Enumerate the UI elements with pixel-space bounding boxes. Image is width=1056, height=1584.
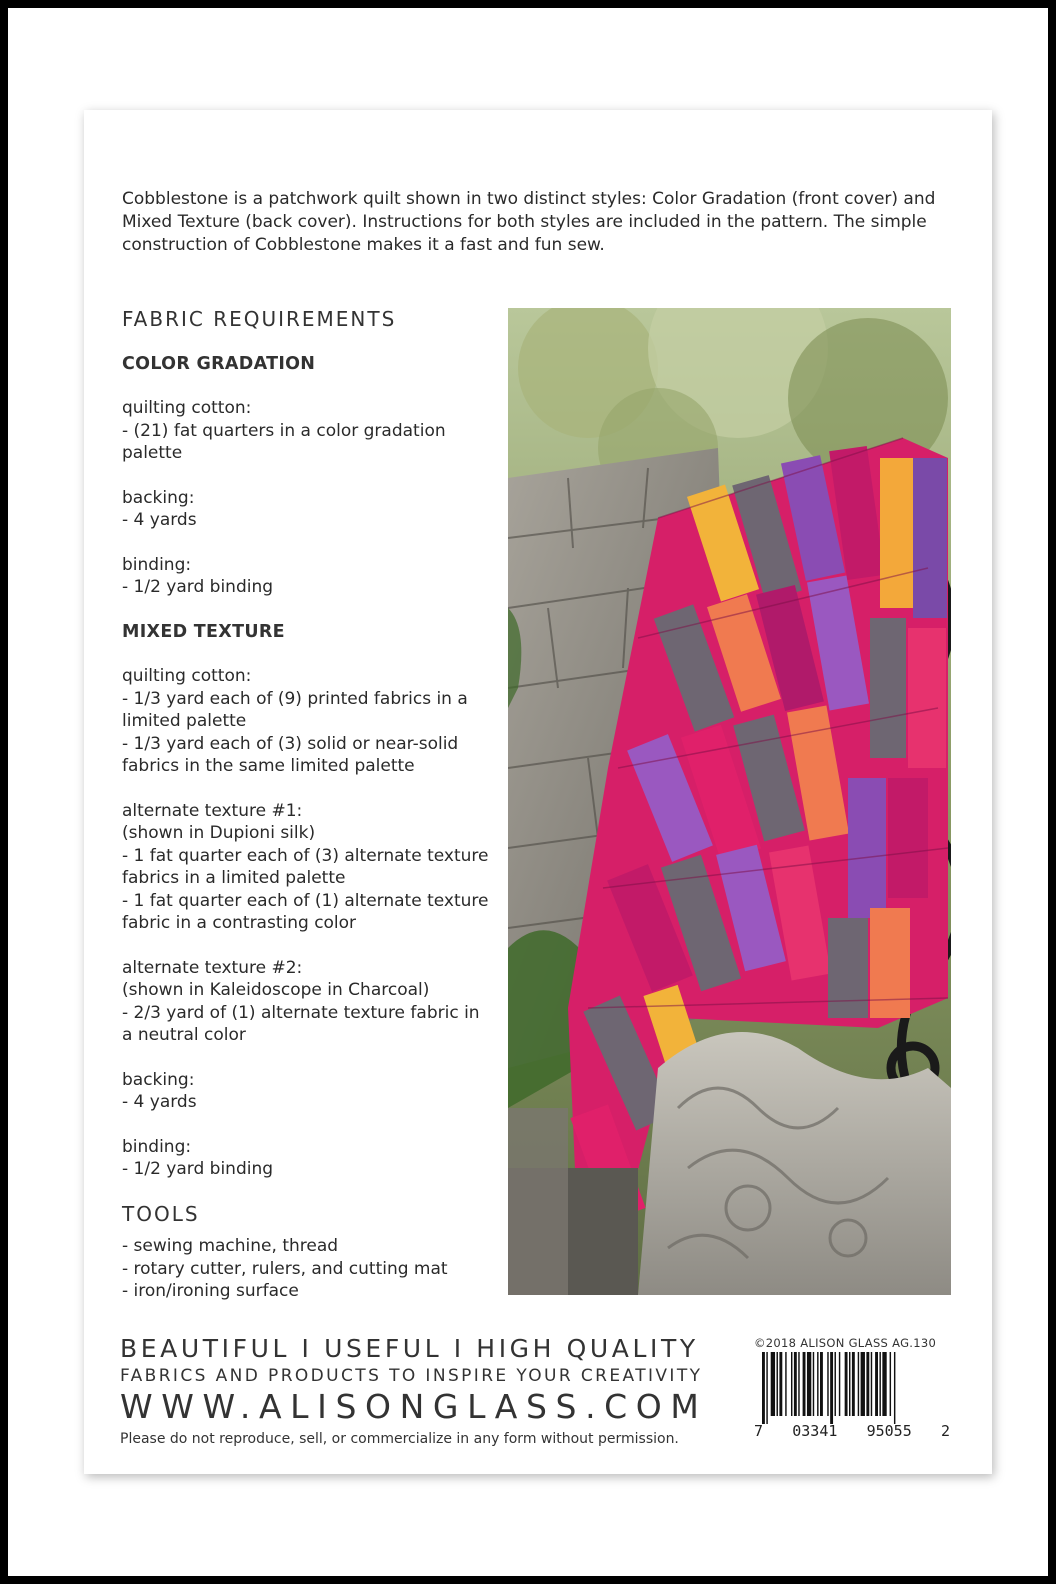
website-url[interactable]: WWW.ALISONGLASS.COM <box>120 1387 708 1426</box>
requirement-item: - 1 fat quarter each of (3) alternate texture fabrics in a limited palette <box>122 845 489 888</box>
barcode-bar <box>779 1352 782 1416</box>
barcode-bar <box>894 1352 895 1424</box>
barcode-bar <box>771 1352 775 1416</box>
requirement-label: binding: <box>122 1136 192 1157</box>
requirement-item: - 1 fat quarter each of (1) alternate texture fabric in a contrasting color <box>122 890 489 933</box>
requirement-group <box>122 554 492 599</box>
requirement-group <box>122 957 492 1047</box>
barcode-bar <box>839 1352 840 1416</box>
footer-branding <box>120 1334 750 1450</box>
barcode-bar <box>794 1352 797 1416</box>
requirement-group <box>122 397 492 465</box>
requirement-item: - 4 yards <box>122 510 197 530</box>
barcode-bar <box>813 1352 814 1416</box>
requirement-group <box>122 487 492 532</box>
barcode-bar <box>852 1352 855 1416</box>
barcode-bar <box>861 1352 865 1416</box>
barcode-bar <box>879 1352 880 1416</box>
requirement-group <box>122 1136 492 1181</box>
requirement-label: alternate texture #1: <box>122 800 303 821</box>
requirement-item: - (21) fat quarters in a color gradation palette <box>122 420 446 463</box>
requirement-group <box>122 800 492 935</box>
barcode-digit-group: 95055 <box>866 1422 912 1440</box>
mixed-texture-list <box>122 665 492 1181</box>
barcode-bar <box>849 1352 850 1416</box>
barcode-digit-group: 03341 <box>792 1422 838 1440</box>
barcode-bar <box>827 1352 828 1416</box>
barcode-bar <box>875 1352 878 1416</box>
requirement-label: binding: <box>122 554 192 575</box>
requirement-item: - 1/2 yard binding <box>122 577 274 597</box>
requirement-item: - 1/3 yard each of (9) printed fabrics in a limited palette <box>122 688 468 731</box>
requirement-item: - 4 yards <box>122 1092 197 1112</box>
requirement-item: (shown in Dupioni silk) <box>122 823 316 843</box>
barcode-digits <box>754 1422 950 1440</box>
quilt-photo <box>508 308 951 1295</box>
mixed-texture-heading: MIXED TEXTURE <box>122 621 285 642</box>
barcode-bar <box>866 1352 869 1416</box>
barcode-bar <box>858 1352 859 1416</box>
requirements-column <box>122 308 492 1303</box>
barcode-bar <box>890 1352 891 1416</box>
barcode <box>754 1352 950 1424</box>
requirement-label: alternate texture #2: <box>122 957 303 978</box>
barcode-bar <box>798 1352 799 1416</box>
tool-item: - rotary cutter, rulers, and cutting mat <box>122 1258 448 1279</box>
requirement-label: backing: <box>122 487 195 508</box>
tools-heading: TOOLS <box>122 1201 200 1226</box>
barcode-bar <box>791 1352 792 1416</box>
brand-tagline: BEAUTIFUL I USEFUL I HIGH QUALITY <box>120 1334 699 1363</box>
page-frame <box>8 8 1048 1576</box>
barcode-bar <box>766 1352 767 1424</box>
barcode-bar <box>830 1352 833 1424</box>
copyright-disclaimer: Please do not reproduce, sell, or commercialize in any form without permission. <box>120 1431 679 1447</box>
tool-item: - sewing machine, thread <box>122 1236 339 1256</box>
barcode-bar <box>777 1352 778 1416</box>
requirement-item: - 1/2 yard binding <box>122 1159 274 1179</box>
requirement-group <box>122 1069 492 1114</box>
requirement-item: (shown in Kaleidoscope in Charcoal) <box>122 980 430 1000</box>
copyright-notice: ©2018 ALISON GLASS AG.130 <box>754 1336 937 1350</box>
barcode-bar <box>785 1352 786 1416</box>
requirement-item: - 1/3 yard each of (3) solid or near-solid fabrics in the same limited palette <box>122 733 459 776</box>
requirement-label: quilting cotton: <box>122 398 252 418</box>
fabric-requirements-heading: FABRIC REQUIREMENTS <box>122 307 397 331</box>
requirement-item: - 2/3 yard of (1) alternate texture fabric in a neutral color <box>122 1002 480 1045</box>
requirement-label: backing: <box>122 1069 195 1090</box>
barcode-bar <box>882 1352 886 1416</box>
tools-list <box>122 1235 492 1303</box>
pattern-back-cover <box>84 110 992 1474</box>
requirement-group <box>122 665 492 778</box>
barcode-bar <box>762 1352 765 1424</box>
barcode-bar <box>807 1352 811 1416</box>
requirement-label: quilting cotton: <box>122 666 252 686</box>
barcode-bar <box>820 1352 823 1416</box>
barcode-bar <box>871 1352 872 1416</box>
barcode-bar <box>845 1352 848 1416</box>
color-gradation-list <box>122 397 492 599</box>
brand-subline: FABRICS AND PRODUCTS TO INSPIRE YOUR CREATIVITY <box>120 1366 703 1386</box>
barcode-bar <box>803 1352 806 1416</box>
barcode-bar <box>817 1352 818 1416</box>
tool-item: - iron/ironing surface <box>122 1281 299 1301</box>
barcode-digit-group: 7 <box>754 1422 764 1440</box>
intro-paragraph: Cobblestone is a patchwork quilt shown in two distinct styles: Color Gradation (front cover) and Mixed Texture (back cover). Instructions for both styles are included in the pattern. The simple construction of Cobblestone makes it a fast and fun sew. <box>122 189 936 255</box>
quilt-photo-illustration <box>508 308 951 1295</box>
color-gradation-heading: COLOR GRADATION <box>122 353 316 374</box>
barcode-bar <box>835 1352 836 1416</box>
barcode-digit-group: 2 <box>940 1422 950 1440</box>
